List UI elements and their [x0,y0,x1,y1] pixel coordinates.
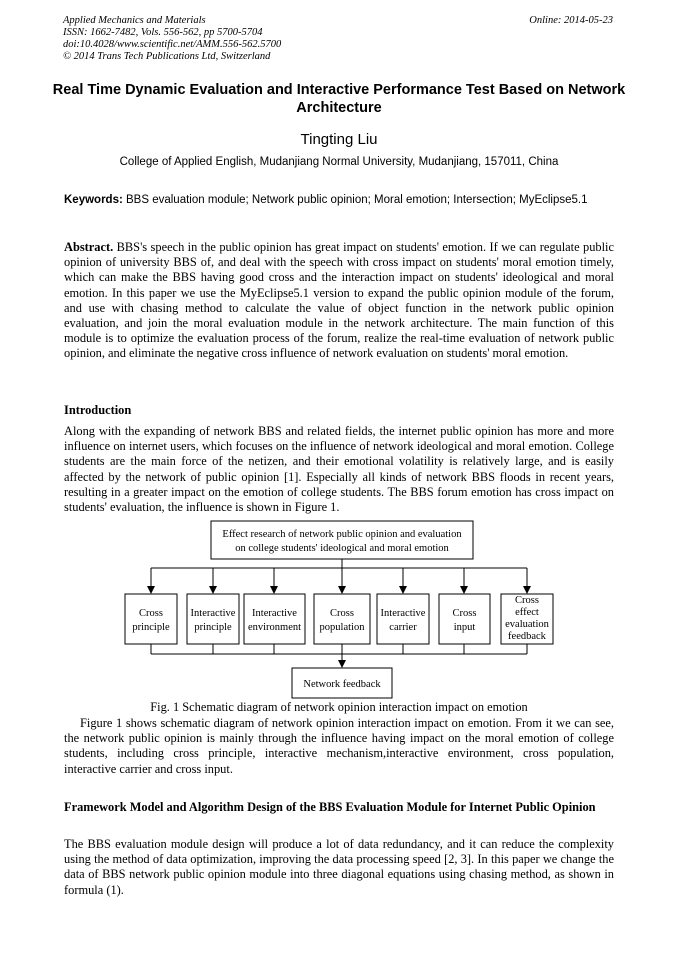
figure-box-cross-principle [125,594,177,644]
journal-copyright: © 2014 Trans Tech Publications Ltd, Switzerland [63,51,271,62]
figure-box-cross-population [314,594,370,644]
author-affiliation: College of Applied English, Mudanjiang Normal University, Mudanjiang, 157011, China [119,156,559,168]
figure-box-label: Cross [139,608,163,619]
section-heading-introduction: Introduction [64,403,132,417]
online-date: Online: 2014-05-23 [529,15,613,26]
figure-box-label: evaluation [505,619,549,630]
figure-top-line-1: Effect research of network public opinion and evaluation [222,529,462,540]
figure-box-label: population [319,622,365,633]
figure-box-label: Interactive [190,608,236,619]
figure-box-interactive-carrier [377,594,429,644]
figure-box-label: Interactive [380,608,426,619]
figure-bottom-label: Network feedback [303,679,381,690]
paper-title: Real Time Dynamic Evaluation and Interactive Performance Test Based on Network Architecture [52,82,626,116]
figure-caption: Fig. 1 Schematic diagram of network opinion interaction impact on emotion [150,700,528,714]
journal-name: Applied Mechanics and Materials [63,15,206,26]
figure-box-label: Cross [515,595,539,606]
figure-box-label: feedback [508,631,546,642]
figure-box-interactive-principle [187,594,239,644]
figure-box-label: carrier [389,622,417,633]
figure-box-cross-input [439,594,490,644]
figure-box-interactive-environment [244,594,305,644]
figure-box-label: input [453,622,476,633]
section-heading-framework: Framework Model and Algorithm Design of the BBS Evaluation Module for Internet Public Opinion [64,800,596,814]
figure-box-label: Cross [330,608,354,619]
framework-paragraph: The BBS evaluation module design will produce a lot of data redundancy, and it can reduce the complexity using the method of data optimization, improving the data processing speed [2, 3]. In this paper we change the data of BBS network public opinion module into three diagonal equations using chasing method, as shown in formula (1). [64,837,614,897]
author-name: Tingting Liu [300,131,378,148]
keywords-label: Keywords: [64,194,123,206]
abstract-label: Abstract. [64,240,114,254]
abstract-text: BBS's speech in the public opinion has great impact on students' emotion. If we can regulate public opinion of university BBS of, and deal with the speech with cross impact on students' moral emotion timely, which can make the BBS having good cross and the interaction impact on students' ideological and moral emotion. In this paper we use the MyEclipse5.1 version to expand the public opinion module of the forum, and use with chasing method to calculate the value of object function in the network public opinion evaluation, and join the moral evaluation module in the network architecture. The main function of this module is to optimize the evaluation process of the forum, realize the real-time evaluation of network public opinion, and eliminate the negative cross influence of network evaluation on students' moral emotion. [64,240,614,361]
figure-box-label: effect [515,607,539,618]
figure-box-label: principle [132,622,170,633]
figure-top-line-2: on college students' ideological and moral emotion [235,543,449,554]
figure-box-label: principle [194,622,232,633]
figure-box-label: environment [247,622,302,633]
keywords-text: BBS evaluation module; Network public opinion; Moral emotion; Intersection; MyEclipse5.1 [122,194,588,206]
figure-description-paragraph: Figure 1 shows schematic diagram of network opinion interaction impact on emotion. From it we can see, the network public opinion is mainly through the influence having impact on the moral emotion of college students, including cross principle, interactive mechanism,interactive environment, cross population, interactive carrier and cross input. [64,716,614,776]
figure-box-label: Cross [452,608,477,619]
figure-box-label: Interactive [252,608,297,619]
journal-doi: doi:10.4028/www.scientific.net/AMM.556-562.5700 [63,39,282,50]
journal-issn: ISSN: 1662-7482, Vols. 556-562, pp 5700-5704 [63,27,263,38]
introduction-paragraph: Along with the expanding of network BBS and related fields, the internet public opinion has more and more influence on internet users, which focuses on the influence of network ideological and moral emotion. College students are the main force of the netizen, and their emotional volatility is relatively large, and is easily affected by the network of public opinion [1]. Especially all kinds of network BBS floods in recent years, resulting in a greater impact on the emotion of college students. The BBS forum emotion has cross impact on students' evaluation, the influence is shown in Figure 1. [64,424,614,515]
